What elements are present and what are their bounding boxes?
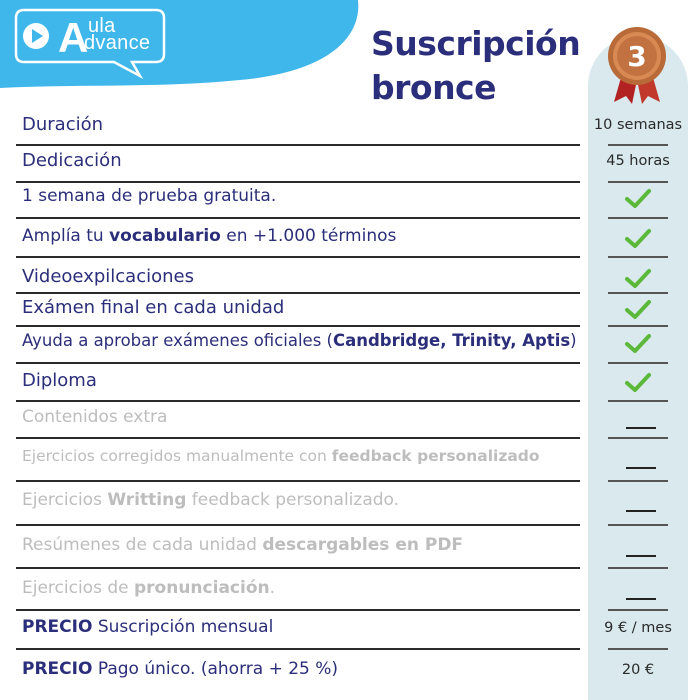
row-divider (16, 325, 580, 327)
row-divider (16, 181, 580, 183)
column-divider (608, 256, 668, 258)
feature-label (22, 370, 97, 391)
logo-word-dvance: dvance (84, 32, 151, 54)
logo-word-ula: ula (88, 15, 116, 37)
row-divider (16, 437, 580, 439)
feature-text: Exámen final en cada unidad (22, 297, 285, 318)
row-divider (16, 256, 580, 258)
feature-text: Dedicación (22, 150, 122, 171)
feature-text: Diploma (22, 370, 97, 391)
feature-label (22, 490, 399, 510)
column-divider (608, 480, 668, 482)
column-divider (608, 217, 668, 219)
column-divider (608, 400, 668, 402)
column-divider (608, 292, 668, 294)
feature-value: 45 horas (606, 153, 670, 169)
feature-text: Amplía tu (22, 226, 110, 246)
feature-text-suffix: en +1.000 términos (220, 226, 397, 246)
not-included-dash (626, 510, 656, 512)
feature-highlight: PRECIO (22, 617, 93, 637)
feature-text: Resúmenes de cada unidad (22, 535, 263, 555)
feature-text: Duración (22, 114, 104, 135)
feature-text: Videoexpilcaciones (22, 266, 194, 287)
column-divider (608, 648, 668, 650)
not-included-dash (626, 427, 656, 429)
bronze-medal-icon (604, 24, 670, 106)
feature-highlight: PRECIO (22, 659, 93, 679)
feature-label (22, 150, 122, 171)
row-divider (16, 362, 580, 364)
column-divider (608, 144, 668, 146)
row-divider (16, 648, 580, 650)
feature-text: Ejercicios corregidos manualmente con (22, 447, 332, 465)
logo-letter-a: A (58, 14, 89, 61)
row-divider (16, 400, 580, 402)
feature-value: 9 € / mes (604, 620, 672, 636)
feature-label (22, 447, 540, 465)
not-included-dash (626, 467, 656, 469)
feature-highlight: pronunciación (134, 578, 270, 598)
aulaadvance-logo (14, 8, 166, 72)
feature-label (22, 186, 276, 206)
row-divider (16, 292, 580, 294)
row-divider (16, 217, 580, 219)
not-included-dash (626, 555, 656, 557)
feature-label (22, 578, 275, 598)
feature-label (22, 114, 103, 135)
check-icon (624, 298, 652, 320)
row-divider (16, 144, 580, 146)
medal-number: 3 (627, 40, 647, 73)
column-divider (608, 181, 668, 183)
feature-highlight: feedback personalizado (331, 447, 540, 465)
feature-text-suffix: Suscripción mensual (92, 617, 274, 637)
column-divider (608, 362, 668, 364)
feature-text-suffix: Pago único. (ahorra + 25 %) (92, 659, 339, 679)
column-divider (608, 437, 668, 439)
column-divider (608, 567, 668, 569)
feature-text-suffix: feedback personalizado. (186, 490, 400, 510)
row-divider (16, 524, 580, 526)
column-divider (608, 524, 668, 526)
feature-text: Ejercicios (22, 490, 108, 510)
feature-text-suffix: ) (570, 331, 577, 350)
feature-value: 10 semanas (593, 117, 683, 133)
not-included-dash (626, 598, 656, 600)
feature-highlight: Writting (107, 490, 187, 510)
feature-label (22, 226, 396, 246)
check-icon (624, 227, 652, 249)
feature-label (22, 617, 273, 637)
feature-label (22, 331, 577, 350)
feature-text: 1 semana de prueba gratuita. (22, 186, 277, 206)
feature-text: Ayuda a aprobar exámenes oficiales ( (22, 331, 333, 350)
feature-label (22, 297, 284, 318)
row-divider (16, 567, 580, 569)
feature-text: Ejercicios de (22, 578, 134, 598)
column-divider (608, 609, 668, 611)
feature-label (22, 407, 167, 427)
column-divider (608, 325, 668, 327)
plan-column (588, 36, 688, 700)
feature-highlight: descargables en PDF (262, 535, 464, 555)
logo-wordmark (72, 15, 151, 54)
feature-label (22, 659, 338, 679)
check-icon (624, 371, 652, 393)
plan-title: Suscripción bronce (371, 24, 581, 107)
feature-label (22, 535, 463, 555)
row-divider (16, 609, 580, 611)
feature-text-suffix: . (269, 578, 276, 598)
check-icon (624, 187, 652, 209)
feature-label (22, 266, 194, 287)
row-divider (16, 480, 580, 482)
check-icon (624, 332, 652, 354)
check-icon (624, 267, 652, 289)
feature-value: 20 € (621, 662, 655, 678)
feature-highlight: vocabulario (109, 226, 221, 246)
feature-text: Contenidos extra (22, 407, 168, 427)
feature-highlight: Candbridge, Trinity, Aptis (332, 331, 571, 350)
